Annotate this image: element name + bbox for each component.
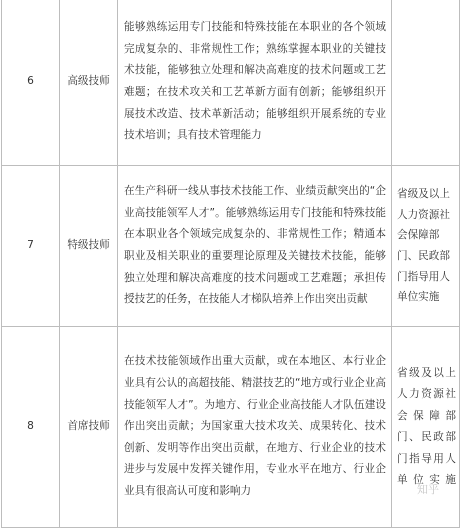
row-number: 7 [2,166,60,327]
level-description: 能够熟练运用专门技能和特殊技能在本职业的各个领域完成复杂的、非常规性工作；熟练掌握本职业的关键技术技能，能够独立处理和解决高难度的技术问题或工艺难题；在技术攻关和工艺革新方面有创新；能够组织开展技术改造、技术革新活动；能够组织开展系统的专业技术培训；具有技术管理能力 [118,0,392,166]
level-title: 高级技师 [60,0,118,166]
implementing-organization: 省级及以上人力资源社会保障部门、民政部门指导用人单位实施 [392,327,460,528]
level-description: 在生产科研一线从事技术技能工作、业绩贡献突出的“企业高技能领军人才”。能够熟练运用专门技能和特殊技能在本职业各个领域完成复杂的、非常规性工作；精通本职业及相关职业的重要理论原理及关键技术技能，能够独立处理和解决高难度的技术问题或工艺难题；承担传授技艺的任务，在技能人才梯队培养上作出突出贡献 [118,166,392,327]
row-number: 6 [2,0,60,166]
skill-level-table [1,0,460,528]
row-number: 8 [2,327,60,528]
level-title: 特级技师 [60,166,118,327]
table-row [2,0,460,166]
implementing-organization [392,0,460,166]
level-title: 首席技师 [60,327,118,528]
table-row [2,166,460,327]
table-row [2,327,460,528]
implementing-organization: 省级及以上人力资源社会保障部门、民政部门指导用人单位实施 [392,166,460,327]
level-description: 在技术技能领域作出重大贡献，或在本地区、本行业企业具有公认的高超技能、精湛技艺的“地方或行业企业高技能领军人才”。为地方、行业企业高技能人才队伍建设作出突出贡献；为国家重大技术攻关、成果转化、技术创新、发明等作出突出贡献，在地方、行业企业的技术进步与发展中发挥关键作用，专业水平在地方、行业企业具有很高认可度和影响力 [118,327,392,528]
watermark: 知乎 [417,483,439,496]
